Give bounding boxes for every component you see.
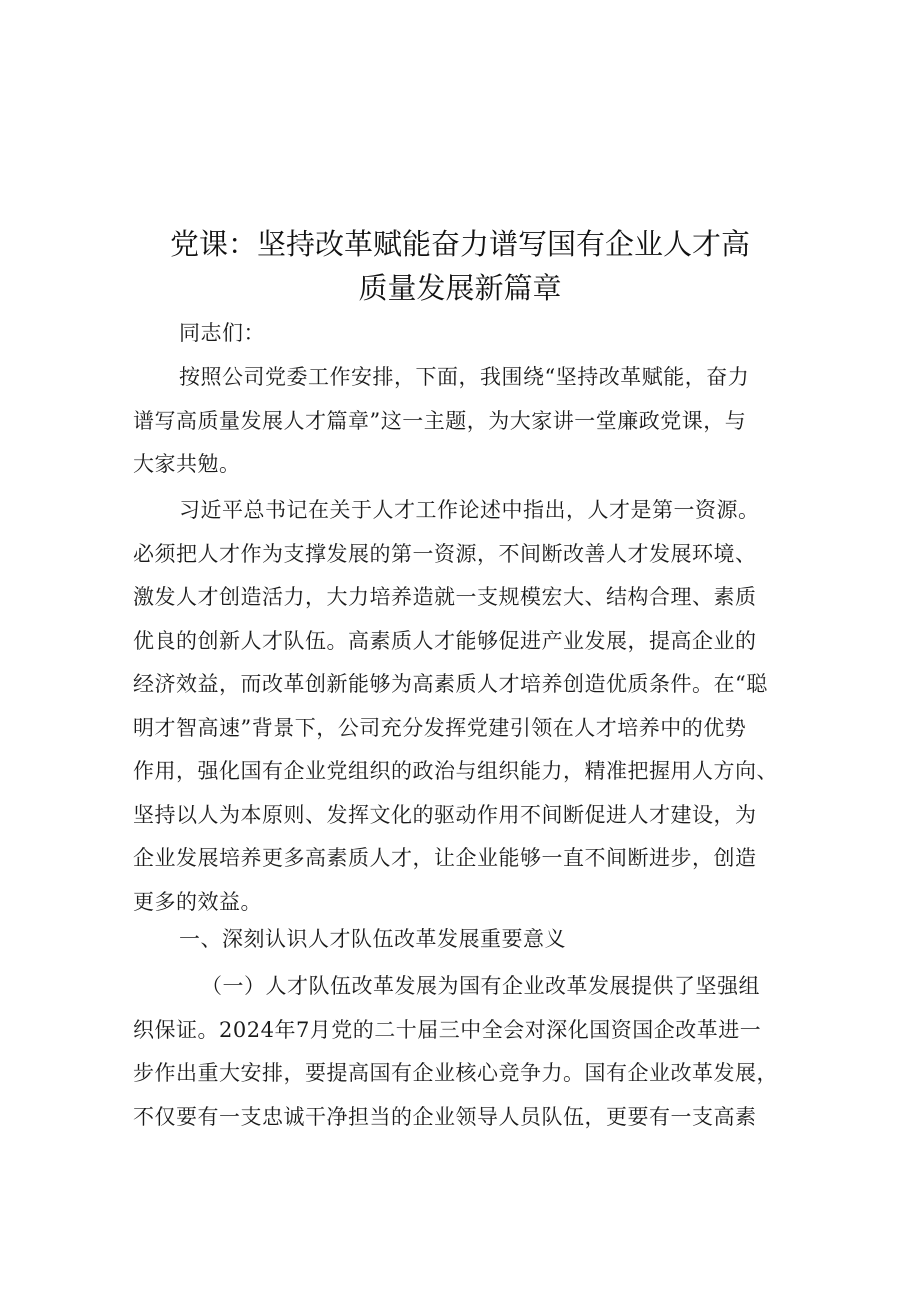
title-line-2: 质量发展新篇章 xyxy=(358,271,562,305)
paragraph-line: 企业发展培养更多高素质人才，让企业能够一直不间断进步，创造 xyxy=(133,846,757,870)
salutation xyxy=(133,312,799,356)
paragraph-line: 经济效益，而改革创新能够为高素质人才培养创造优质条件。在“聪 xyxy=(133,672,768,696)
paragraph-line: 激发人才创造活力，大力培养造就一支规模宏大、结构合理、素质 xyxy=(133,585,757,609)
paragraph-line: 明才智高速”背景下，公司充分发挥党建引领在人才培养中的优势 xyxy=(133,715,747,740)
section-heading-1 xyxy=(133,918,799,962)
paragraph-line: （一）人才队伍改革发展为国有企业改革发展提供了坚强组 xyxy=(201,974,760,998)
paragraph-talent xyxy=(133,489,799,924)
paragraph-line: 坚持以人为本原则、发挥文化的驱动作用不间断促进人才建设，为 xyxy=(133,802,757,827)
paragraph-line: 习近平总书记在关于人才工作论述中指出，人才是第一资源。 xyxy=(179,498,760,522)
paragraph-intro xyxy=(133,356,799,487)
paragraph-line: 必须把人才作为支撑发展的第一资源，不间断改善人才发展环境、 xyxy=(133,541,757,566)
paragraph-line: 更多的效益。 xyxy=(133,889,262,914)
salutation-text: 同志们： xyxy=(179,321,265,345)
paragraph-line: 谱写高质量发展人才篇章”这一主题，为大家讲一堂廉政党课，与 xyxy=(133,408,747,433)
paragraph-line: 优良的创新人才队伍。高素质人才能够促进产业发展，提高企业的 xyxy=(133,628,757,653)
paragraph-line: 按照公司党委工作安排，下面，我围绕“坚持改革赋能，奋力 xyxy=(179,365,750,389)
paragraph-line: 不仅要有一支忠诚干净担当的企业领导人员队伍，更要有一支高素 xyxy=(133,1104,757,1129)
title-line-1: 党课：坚持改革赋能奋力谱写国有企业人才高 xyxy=(169,227,750,261)
paragraph-line: 织保证。2024年7月党的二十届三中全会对深化国资国企改革进一 xyxy=(133,1017,762,1042)
paragraph-line: 大家共勉。 xyxy=(133,452,241,476)
section-heading-text: 一、深刻认识人才队伍改革发展重要意义 xyxy=(179,927,566,951)
paragraph-line: 作用，强化国有企业党组织的政治与组织能力，精准把握用人方向、 xyxy=(133,759,778,783)
paragraph-section-1 xyxy=(133,965,799,1139)
paragraph-line: 步作出重大安排，要提高国有企业核心竞争力。国有企业改革发展， xyxy=(133,1061,778,1085)
document-title xyxy=(120,222,800,310)
